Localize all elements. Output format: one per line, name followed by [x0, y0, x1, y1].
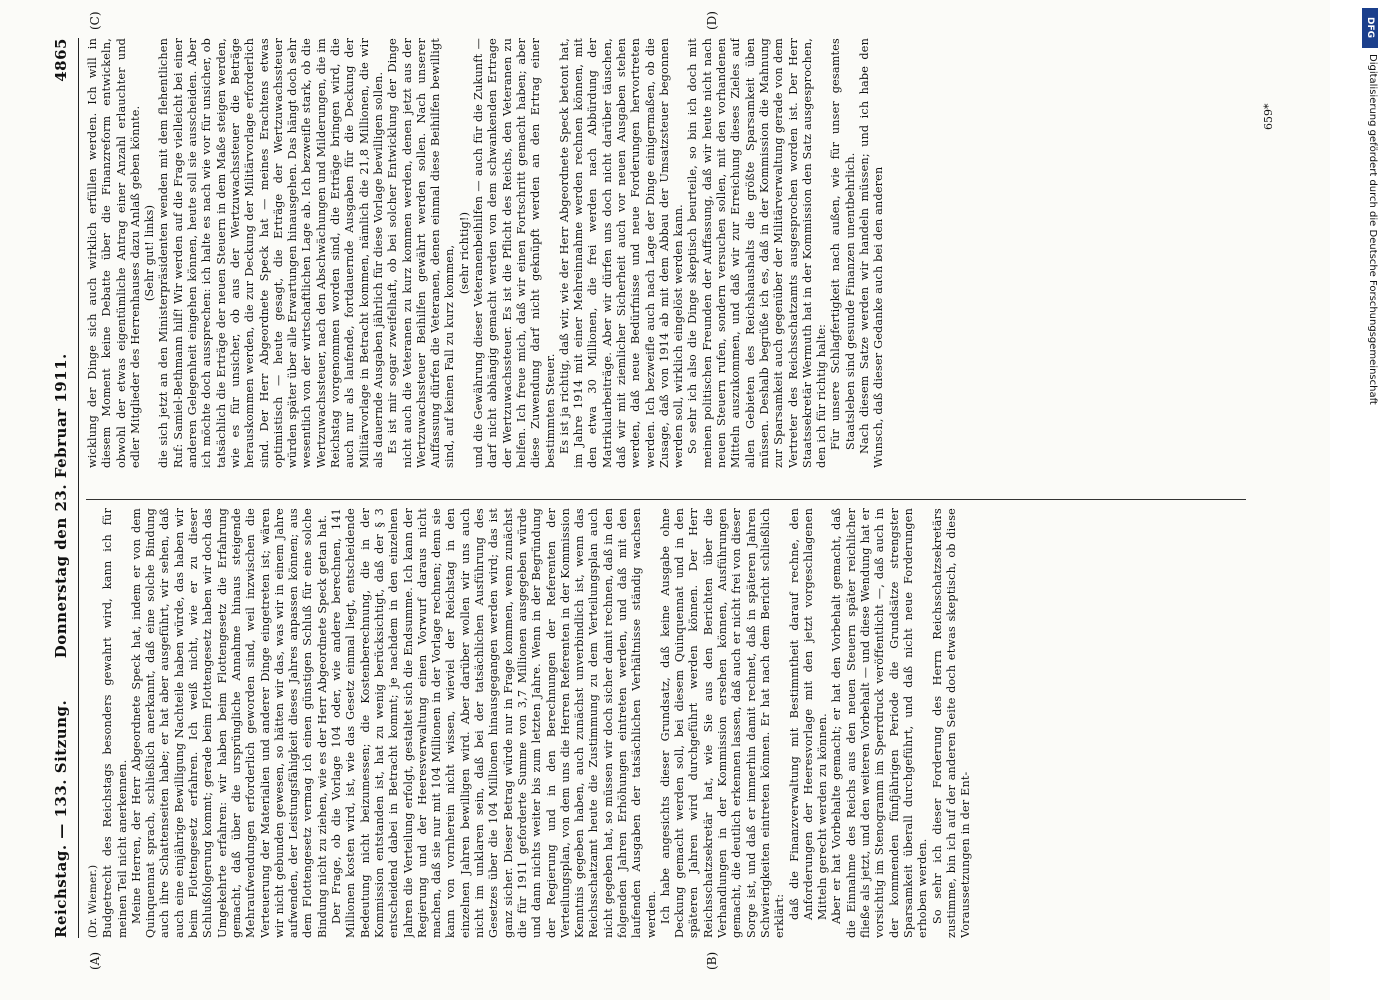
dfg-notice-text: Digitalisierung gefördert durch die Deutsche Forschungsgemeinschaft [1367, 54, 1378, 405]
margin-marker-b: (B) [705, 951, 719, 970]
paragraph: Der Frage, ob die Vorlage 104 oder, wie andere berechnen, 141 Millionen kosten wird, ist, wie das Gesetz einmal liegt, entscheidende Bedeutung nicht beizumessen; die Kostenberechnung, die in der Kommission entstanden ist, hat zu wenig berücksichtigt, daß der § 3 entscheidend dabei in Betracht kommt; je nachdem in den einzelnen Jahren die Verteilung erfolgt, gestaltet sich die Endsumme. Ich kann der Regierung und der Heeresverwaltung einen Vorwurf daraus nicht machen, daß sie nur mit 104 Millionen in der Vorlage rechnen; denn sie kann von vornherein nicht wissen, wieviel der Reichstag in den einzelnen Jahren bewilligen wird. Aber darüber wollen wir uns auch nicht im unklaren sein, daß bei der tatsächlichen Ausführung des Gesetzes über die 104 Millionen hinausgegangen werden wird; das ist ganz sicher. Dieser Betrag würde nur in Frage kommen, wenn zunächst die für 1911 geforderte Summe von 3,7 Millionen ausgegeben würde und dann nichts weiter bis zum letzten Jahre. Wenn in der Begründung der Regierung und in den Berechnungen der Referenten der Verteilungsplan, von dem uns die Herren Referenten in der Kommission Kenntnis gegeben haben, auch zunächst unverbindlich ist, wenn das Reichsschatzamt heute die Zustimmung zu dem Verteilungsplan auch nicht gegeben hat, so müssen wir doch sicher damit rechnen, daß in den folgenden Jahren Erhöhungen eintreten werden, und daß mit den laufenden Ausgaben der tatsächlichen Verhältnisse ständig wachsen werden. [330, 508, 658, 938]
paragraph: Budgetrecht des Reichstags besonders gewahrt wird, kann ich für meinen Teil nicht anerkennen. [101, 508, 129, 938]
paragraph: und die Gewährung dieser Veteranenbeihilfen — auch für die Zukunft — darf nicht abhängig gemacht werden von dem schwankenden Ertrage der Wertzuwachssteuer. Es ist die Pflicht des Reichs, den Veteranen zu helfen. Ich freue mich, daß wir einen Fortschritt gemacht haben; aber diese Zuwendung darf nicht geknüpft werden an den Ertrag einer bestimmten Steuer. [472, 38, 557, 468]
quoted-paragraph: daß die Finanzverwaltung mit Bestimmtheit darauf rechne, den Anforderungen der Heeresvorlage mit den jetzt vorgeschlagenen Mitteln gerecht werden zu können. [787, 508, 830, 920]
quoted-paragraph: Für unsere Schlagfertigkeit nach außen, wie für unser gesamtes Staatsleben sind gesunde Finanzen unentbehrlich. [829, 38, 857, 450]
margin-marker-c: (C) [88, 11, 102, 30]
funding-notice [1362, 8, 1378, 998]
speaker-label: (Dr. Wiemer.) [87, 864, 99, 938]
header-right [52, 38, 70, 658]
header-rule [78, 38, 79, 938]
interjection: (sehr richtig!) [457, 211, 471, 295]
paragraph: die sich jetzt an den Ministerpräsidenten wenden mit dem flehentlichen Ruf: Samiel-Bethmann hilf! Wir werden auf die Frage vielleicht bei einer anderen Gelegenheit eingehen können, heute soll sie ausscheiden. Aber ich möchte doch aussprechen: ich halte es nach wie vor für unsicher, ob tatsächlich die Erträge der neuen Steuern in dem Maße steigen werden, wie es für unsicher, ob aus der Wertzuwachssteuer die Beträge herauskommen werden, die zur Deckung der Militärvorlage erforderlich sind. Der Herr Abgeordnete Speck hat — meines Erachtens etwas optimistisch — heute gesagt, die Erträge der Wertzuwachssteuer würden später über alle Erwartungen hinausgehen. Das hängt doch sehr wesentlich von der wirtschaftlichen Lage ab. Ich bezweifle stark, ob die Wertzuwachssteuer, nach den Abschwächungen und Milderungen, die im Reichstag vorgenommen worden sind, die Erträge bringen wird, die auch nur als laufende, fortdauernde Ausgaben für die Deckung der Militärvorlage in Betracht kommen, nämlich die 21,8 Millionen, die wir als dauernde Ausgaben jährlich für diese Vorlage bewilligen sollen. [157, 38, 385, 468]
header-left: Reichstag. — 133. Sitzung. [52, 699, 70, 938]
paragraph: Ich habe angesichts dieser Grundsatz, daß keine Ausgabe ohne Deckung gemacht werden soll, bei diesem Quinquennat und in den späteren Jahren wird durchgeführt werden können. Der Herr Reichsschatzsekretär hat, wie Sie aus den Berichten über die Verhandlungen in der Kommission ersehen können, Ausführungen gemacht, die deutlich erkennen lassen, daß auch er nicht frei von dieser Sorge ist, und daß er immerhin damit rechnet, daß in späteren Jahren Schwierigkeiten eintreten können. Er hat nach dem Bericht schließlich erklärt: [658, 508, 787, 938]
margin-marker-d: (D) [705, 11, 719, 30]
paragraph: Es ist mir sogar zweifelhaft, ob bei solcher Entwicklung der Dinge nicht auch die Veteranen zu kurz kommen werden, denen jetzt aus der Wertzuwachssteuer Beihilfen gewährt werden sollen. Nach unserer Auffassung dürfen die Veteranen, denen einmal diese Beihilfen bewilligt sind, auf keinen Fall zu kurz kommen, [386, 38, 457, 468]
paragraph: Es ist ja richtig, daß wir, wie der Herr Abgeordnete Speck betont hat, im Jahre 1914 mit einer Mehreinnahme werden rechnen können, mit den etwa 30 Millionen, die frei werden nach Abbürdung der Matrikularbeiträge. Aber wir dürfen uns doch nicht darüber täuschen, daß wir mit ziemlicher Sicherheit auch vor neuen Ausgaben stehen werden, daß neue Bedürfnisse und neue Forderungen hervortreten werden. Ich bezweifle auch nach Lage der Dinge einigermaßen, ob die Zusage, daß von 1914 ab mit dem Abbau der Umsatzsteuer begonnen werden soll, wirklich eingelöst werden kann. [557, 38, 686, 468]
paragraph: Meine Herren, der Herr Abgeordnete Speck hat, indem er von dem Quinquennat sprach, schließlich anerkannt, daß eine solche Bindung auch ihre Schattenseiten habe; er hat aber ausgeführt, wir sehen, daß auch eine einjährige Bewilligung Nachteile haben würde, das haben wir beim Flottengesetz erfahren. Ich weiß nicht, wie er zu dieser Schlußfolgerung kommt; gerade beim Flottengesetz haben wir doch das Umgekehrte erfahren: wir haben beim Flottengesetz die Erfahrung gemacht, daß über die ursprüngliche Annahme hinaus steigende Mehraufwendungen erforderlich geworden sind, weil inzwischen die Verteuerung der Materialien und anderer Dinge eingetreten ist; wären wir nicht gebunden gewesen, so hätten wir das, was wir in einem Jahre aufwenden, der Leistungsfähigkeit dieses Jahres anpassen können; aus dem Flottengesetz vermag ich einen günstigen Schluß für eine solche Bindung nicht zu ziehen, wie es der Herr Abgeordnete Speck getan hat. [129, 508, 329, 938]
interjection: (Sehr gut! links) [143, 204, 157, 302]
paragraph: Aber er hat Vorbehalte gemacht; er hat den Vorbehalt gemacht, daß die Einnahme des Reichs aus den neuen Steuern später reichlicher fließe als jetzt, und den weiteren Vorbehalt — und diese Wendung hat er vorsichtig im Stenogramm im Sperrdruck veröffentlicht —, daß auch in der kommenden fünfjährigen Periode die Grundsätze strengster Sparsamkeit überall durchgeführt, und daß nicht neue Forderungen erhoben werden. [830, 508, 930, 938]
margin-marker-a: (A) [88, 951, 102, 970]
signature-mark: 659* [1262, 103, 1275, 130]
header-date: Donnerstag den 23. Februar 1911. [52, 353, 70, 659]
paragraph: wicklung der Dinge sich auch wirklich erfüllen werden. Ich will in diesem Moment keine Debatte über die Finanzreform entwickeln, obwohl der etwas eigentümliche Antrag einer Anzahl erlauchter und edler Mitglieder des Herrenhauses dazu Anlaß geben könnte. [86, 38, 142, 468]
dfg-logo: DFG [1362, 8, 1378, 48]
paragraph: So sehr ich also die Dinge skeptisch beurteile, so bin ich doch mit meinen politischen Freunden der Auffassung, daß wir heute nicht nach neuen Steuern rufen, sondern versuchen sollen, mit den vorhandenen Mitteln auszukommen, und daß wir zur Erreichung dieses Zieles auf allen Gebieten des Reichshaushalts die größte Sparsamkeit üben müssen. Deshalb begrüße ich es, daß in der Kommission die Mahnung zur Sparsamkeit auch gegenüber der Militärverwaltung gerade von dem Vertreter des Reichsschatzamts ausgesprochen worden ist. Der Herr Staatssekretär Wermuth hat in der Kommission den Satz ausgesprochen, den ich für richtig halte: [686, 38, 829, 468]
paragraph: Nach diesem Satze werden wir handeln müssen; und ich habe den Wunsch, daß dieser Gedanke auch bei den anderen [858, 38, 886, 468]
running-header [52, 38, 74, 938]
left-text-column [86, 508, 1256, 938]
column-divider [86, 499, 1246, 500]
page-number: 4865 [52, 38, 70, 82]
paragraph: So sehr ich dieser Forderung des Herrn Reichsschatzsekretärs zustimme, bin ich auf der anderen Seite doch etwas skeptisch, ob diese Voraussetzungen in der Ent- [930, 508, 973, 938]
right-text-column [86, 38, 1256, 468]
